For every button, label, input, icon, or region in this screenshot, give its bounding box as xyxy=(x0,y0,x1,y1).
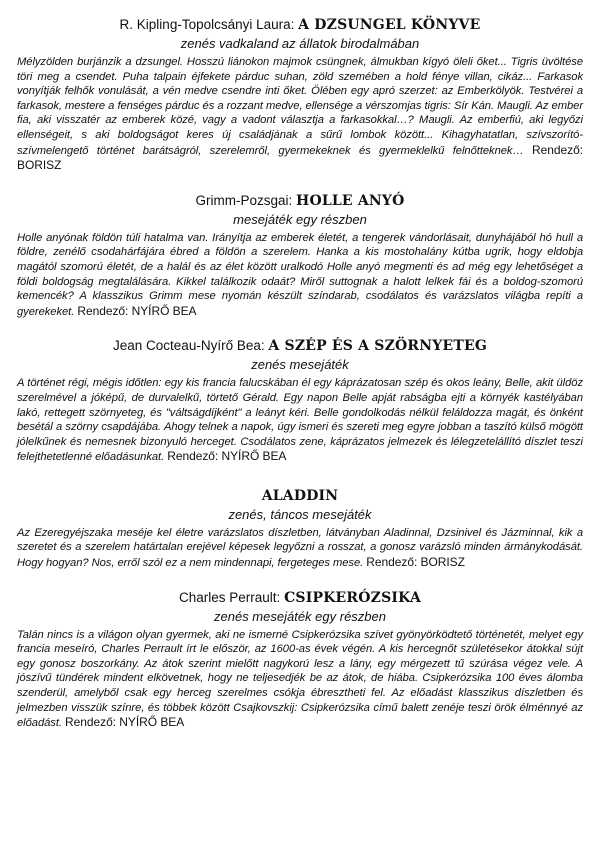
play-sleeping-beauty xyxy=(17,589,583,731)
program-page xyxy=(17,16,583,749)
description-text: A történet régi, mégis időtlen: egy kis francia falucskában él egy káprázatosan szép és okos leány, Belle, akit üldöz szerelmével a jóképű, de durvalelkű, törtető Gérald. Egy napon Belle apját rabságba ejti a környék kastélyában lakó, rettegett szörnyeteg, és "váltságdíjként" a leányt kéri. Belle gondolkodás nélkül feláldozza magát, és önként besétál a szörny csapdájába. Ahogy telnek a napok, úgy ismeri és szereti meg egyre jobban a taszító külső mögött jólelkűnek és nemesnek bizonyuló herceget. Csodálatos zene, káprázatos jelmezek és lélegzetelállító díszlet teszi felejthetetlenné előadásunkat. xyxy=(17,377,583,464)
play-title: A SZÉP ÉS A SZÖRNYETEG xyxy=(268,338,487,355)
play-director: Rendező: NYÍRŐ BEA xyxy=(65,715,185,730)
play-jungle-book xyxy=(17,16,583,174)
play-aladdin xyxy=(17,487,583,571)
play-author: Grimm-Pozsgai xyxy=(195,192,289,208)
heading-separator: : xyxy=(288,192,293,208)
play-title: A DZSUNGEL KÖNYVE xyxy=(298,17,481,33)
play-description xyxy=(17,376,583,465)
play-heading xyxy=(17,487,583,505)
play-director: Rendező: BORISZ xyxy=(366,555,465,570)
play-title: HOLLE ANYÓ xyxy=(296,192,405,209)
play-subtitle: mesejáték egy részben xyxy=(233,211,367,227)
play-director: Rendező: BORISZ xyxy=(17,142,584,173)
play-director: Rendező: NYÍRŐ BEA xyxy=(77,303,197,318)
play-subtitle: zenés vadkaland az állatok birodalmában xyxy=(180,36,420,51)
description-text: Az Ezeregyéjszaka meséje kel életre varázslatos díszletben, látványban Aladinnal, Dzsinivel és Jázminnal, kik a szeretet és a szerelem határtalan erejével képesek legyőzni a rosszat, a gonosz varázsló minden ármánykodását. Hogy hogyan? Nos, erről szól ez a nem mindennapi, fergeteges mese. xyxy=(17,526,583,570)
heading-separator: : xyxy=(276,589,281,605)
play-author: Charles Perrault xyxy=(178,589,277,605)
play-description xyxy=(17,231,583,320)
play-description xyxy=(17,55,583,174)
play-subtitle: zenés mesejáték egy részben xyxy=(214,608,386,624)
play-heading xyxy=(17,589,583,607)
play-description xyxy=(17,526,583,571)
description-text: Talán nincs is a világon olyan gyermek, aki ne ismerné Csipkerózsika szívet gyönyörködtető történetét, melyet egy francia meseíró, Charles Perrault írt le először, az 1600-as évek végén. A kis hercegnőt születésekor átokkal sújt egy gonosz boszorkány. Az átok szerint mielőtt nagykorú lesz a lány, egy mérgezett tű szúrása végez vele. A jószívű tündérek mindent elkövetnek, hogy ne teljesedjék be az átok, de hiába. Csipkerózsika 100 éves álomba szenderül, amelyből csak egy herceg szerelmes csókja ébresztheti fel. Az előadást klasszikus díszletben és jelmezben visszük színre, és többek között Csajkovszkij: Csipkerózsika című balett zenéje teszi örök élménnyé az előadást. xyxy=(17,628,583,730)
description-text: Holle anyónak földön túli hatalma van. Irányítja az emberek életét, a tengerek vándorlásait, dunyhájából hó hull a földre, zenélő csodahárfájára ébred a földön a szerelem. Hanka a kis mostohalány kútba ugrik, hogy eldobja magától szomorú életét, de a halál és az élet között uralkodó Holle anyó megmenti és ad még egy lehetőséget a földi boldogság megtalálására. Kikkel találkozik odaát? Miről suttognak a halott lelkek fái és a boldog-szomorú kemencék? A klasszikus Grimm mese nyomán készült színdarab, csodálatos és varázslatos világba repíti a gyerekeket. xyxy=(17,231,583,318)
play-title: ALADDIN xyxy=(261,487,339,504)
play-heading xyxy=(17,16,583,34)
play-director: Rendező: NYÍRŐ BEA xyxy=(167,449,287,464)
play-subtitle: zenés mesejáték xyxy=(251,357,349,373)
play-title: CSIPKERÓZSIKA xyxy=(284,589,422,606)
play-description xyxy=(17,628,583,731)
play-author: R. Kipling-Topolcsányi Laura xyxy=(119,17,291,32)
play-heading xyxy=(17,192,583,210)
play-holle-anyo xyxy=(17,192,583,320)
play-subtitle: zenés, táncos mesejáték xyxy=(228,506,372,522)
play-beauty-and-beast xyxy=(17,337,583,465)
heading-separator: : xyxy=(290,17,295,32)
play-heading xyxy=(17,337,583,355)
description-text: Mélyzölden burjánzik a dzsungel. Hosszú liánokon majmok csüngnek, álmukban kígyó öleli őket... Tigris üvöltése töri meg a csendet. Puha talpain éjfekete párduc suhan, zöld szemében a hold fénye villan, cikáz... Farkasok vonyítják felhők vonulását, a vén medve csendre inti őket. Ölében egy apró szerzet: az Emberkölyök. Testvérei a farkasok, mestere a fenséges párduc és a rozzant medve, ellensége a vérszomjas tigris: Sír Kán. Maugli. Az ember fia, aki visszatér az emberek közé, vagy a vadont választja a farkasokkal…? Maugli. Az emberfiú, aki legyőzi ellenségeit, s aki boldogságot keres új családjának a sűrű lombok között... Kihagyhatatlan, szívszorító- szívmelengető történet barátságról, szerelemről, gyermekeknek és gyermeklelkű felnőtteknek… xyxy=(17,56,583,157)
play-author: Jean Cocteau-Nyírő Bea xyxy=(113,338,261,354)
heading-separator: : xyxy=(260,338,265,354)
